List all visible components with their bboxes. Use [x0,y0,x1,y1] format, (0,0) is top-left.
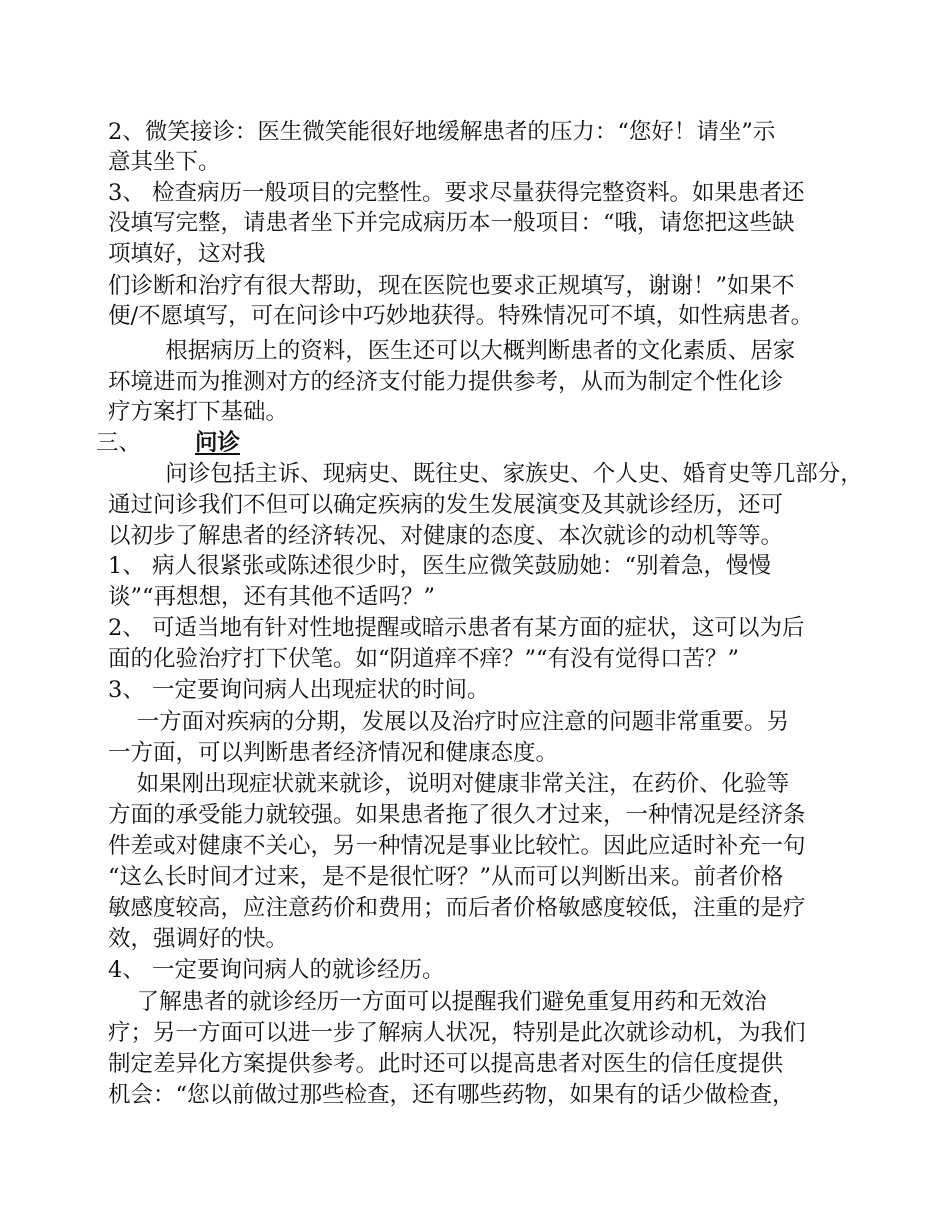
text-line: 2、微笑接诊：医生微笑能很好地缓解患者的压力：“您好！请坐”示 [108,119,776,145]
text-line: 4、 一定要询问病人的就诊经历。 [108,957,445,983]
text-line: 面的化验治疗打下伏笔。如“阴道痒不痒？”“有没有觉得口苦？” [108,646,740,672]
text-line: 件差或对健康不关心，另一种情况是事业比较忙。因此应适时补充一句 [108,833,806,859]
text-line: 1、 病人很紧张或陈述很少时，医生应微笑鼓励她：“别着急，慢慢 [108,553,771,579]
text-line: 通过问诊我们不但可以确定疾病的发生发展演变及其就诊经历，还可 [108,492,784,518]
section-number: 三、 [96,430,142,456]
text-line: 没填写完整，请患者坐下并完成病历本一般项目：“哦，请您把这些缺 [108,210,795,236]
text-line: 谈”“再想想，还有其他不适吗？” [108,584,436,610]
text-line: 2、 可适当地有针对性地提醒或暗示患者有某方面的症状，这可以为后 [108,615,805,641]
text-line: 如果刚出现症状就来就诊，说明对健康非常关注，在药价、化验等 [108,771,790,797]
text-line: 问诊包括主诉、现病史、既往史、家族史、个人史、婚育史等几部分， [108,461,863,487]
text-line: 意其坐下。 [108,149,221,175]
text-line: 敏感度较高，应注意药价和费用；而后者价格敏感度较低，注重的是疗 [108,895,806,921]
text-line: 一方面，可以判断患者经济情况和健康态度。 [108,740,559,766]
text-line: 一方面对疾病的分期，发展以及治疗时应注意的问题非常重要。另 [108,709,790,735]
section-title: 问诊 [195,430,241,456]
text-line: 制定差异化方案提供参考。此时还可以提高患者对医生的信任度提供 [108,1051,784,1077]
text-line: 疗方案打下基础。 [108,399,289,425]
text-line: 效，强调好的快。 [108,926,289,952]
text-line: “这么长时间才过来，是不是很忙呀？”从而可以判断出来。前者价格 [108,864,784,890]
text-line: 项填好，这对我 [108,241,266,267]
text-line: 以初步了解患者的经济转况、对健康的态度、本次就诊的动机等等。 [108,523,784,549]
text-line: 环境进而为推测对方的经济支付能力提供参考，从而为制定个性化诊 [108,369,784,395]
text-line: 方面的承受能力就较强。如果患者拖了很久才过来，一种情况是经济条 [108,802,806,828]
text-line: 根据病历上的资料，医生还可以大概判断患者的文化素质、居家 [108,338,796,364]
text-line: 机会：“您以前做过那些检查，还有哪些药物，如果有的话少做检查， [108,1082,795,1108]
text-line: 们诊断和治疗有很大帮助，现在医院也要求正规填写，谢谢！”如果不 [108,273,795,299]
text-line: 疗；另一方面可以进一步了解病人状况，特别是此次就诊动机，为我们 [108,1020,806,1046]
text-line: 了解患者的就诊经历一方面可以提醒我们避免重复用药和无效治 [108,989,767,1015]
text-line: 便/不愿填写，可在问诊中巧妙地获得。特殊情况可不填，如性病患者。 [108,303,814,329]
text-line: 3、 检查病历一般项目的完整性。要求尽量获得完整资料。如果患者还 [108,180,805,206]
text-line: 3、 一定要询问病人出现症状的时间。 [108,677,490,703]
